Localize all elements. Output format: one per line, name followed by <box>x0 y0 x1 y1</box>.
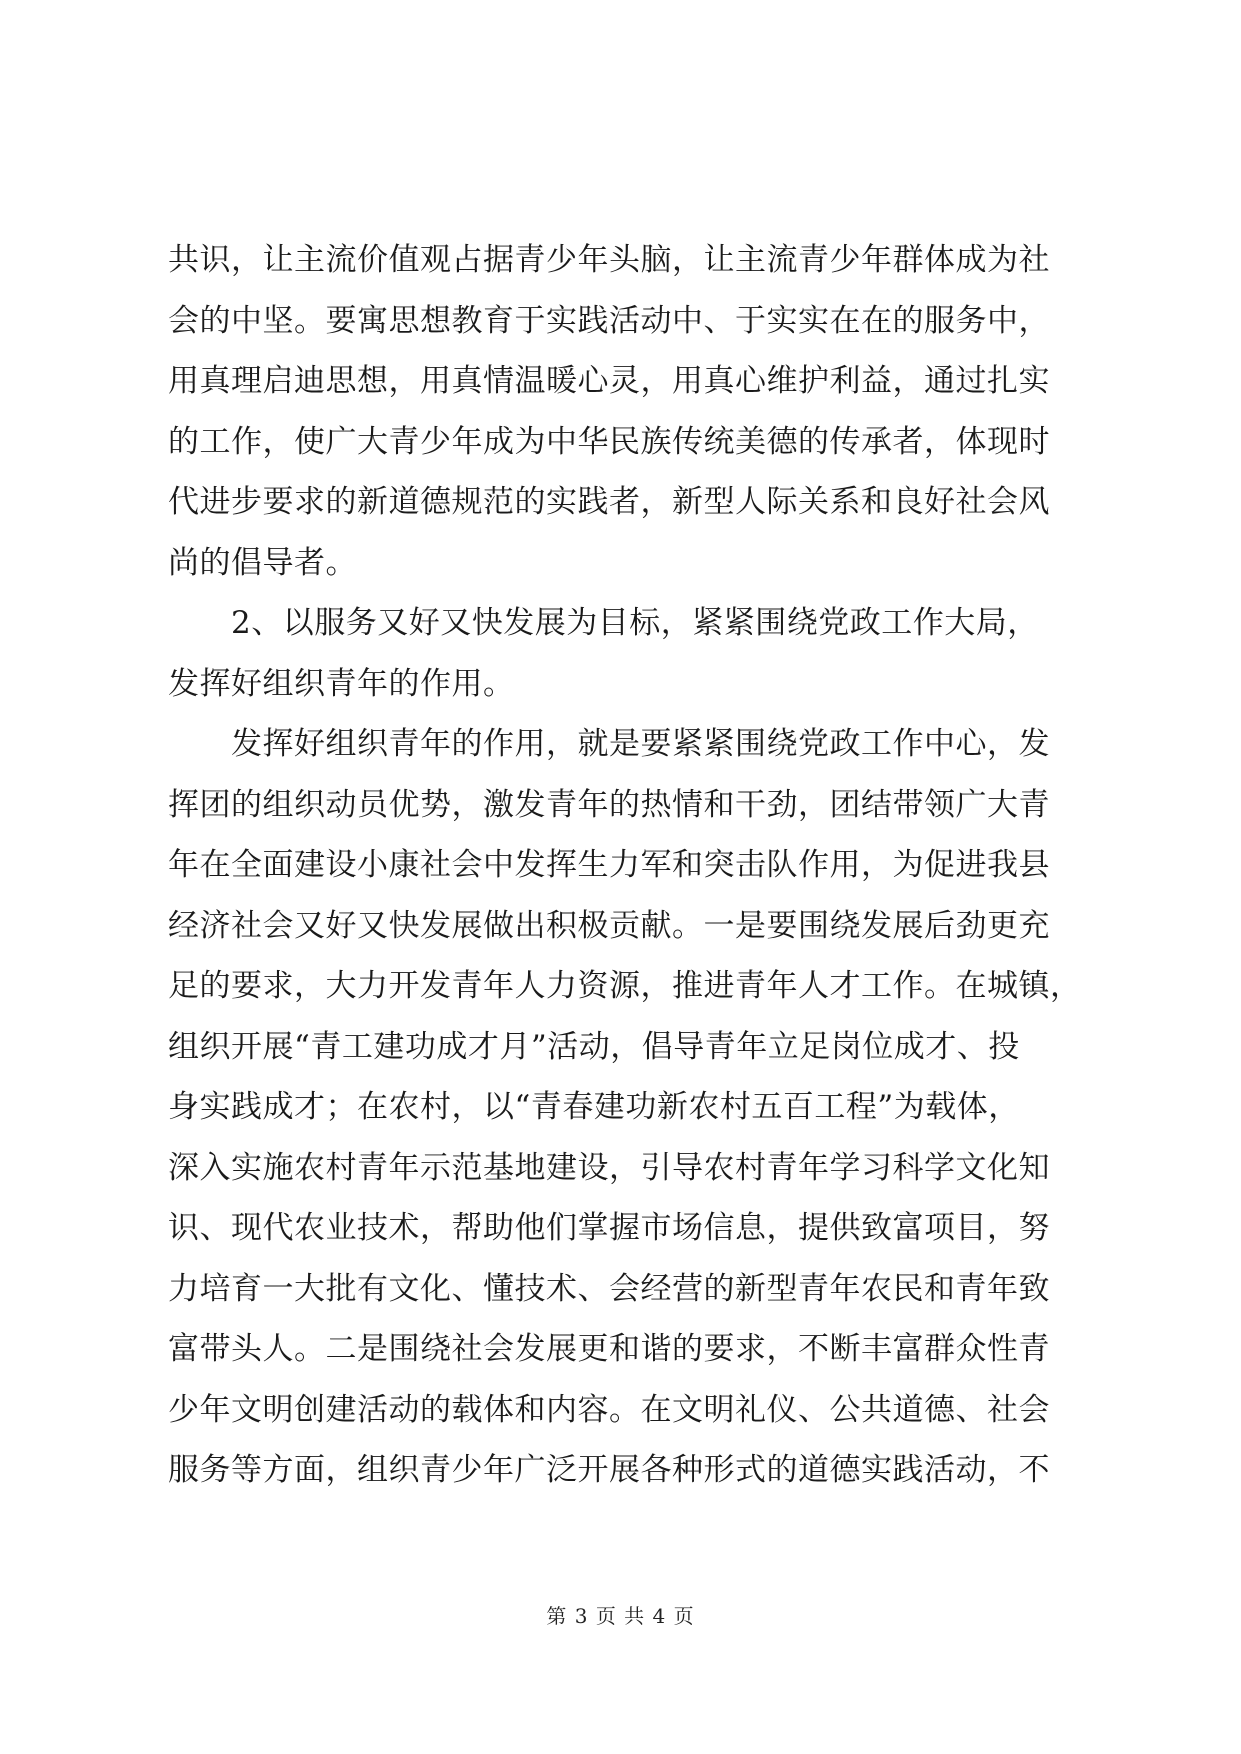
text-line-3: 用真理启迪思想，用真情温暖心灵，用真心维护利益，通过扎实 <box>168 363 1050 399</box>
text-line-16: 深入实施农村青年示范基地建设，引导农村青年学习科学文化知 <box>168 1149 1050 1186</box>
section-heading-line-1: 2、以服务又好又快发展为目标，紧紧围绕党政工作大局， <box>168 605 1039 641</box>
text-line-6: 尚的倡导者。 <box>168 544 357 581</box>
text-line-13: 足的要求，大力开发青年人力资源，推进青年人才工作。在城镇， <box>168 968 1082 1004</box>
page-number-footer: 第 3 页 共 4 页 <box>546 1604 695 1628</box>
section-heading-line-2: 发挥好组织青年的作用。 <box>168 665 515 702</box>
document-body <box>168 230 1088 1501</box>
text-line-17: 识、现代农业技术，帮助他们掌握市场信息，提供致富项目，努 <box>168 1210 1050 1246</box>
text-line-10: 挥团的组织动员优势，激发青年的热情和干劲，团结带领广大青 <box>168 786 1050 823</box>
text-line-15: 身实践成才；在农村，以“青春建功新农村五百工程”为载体， <box>168 1089 1020 1125</box>
text-line-4: 的工作，使广大青少年成为中华民族传统美德的传承者，体现时 <box>168 423 1050 460</box>
text-line-14: 组织开展“青工建功成才月”活动，倡导青年立足岗位成才、投 <box>168 1028 1020 1065</box>
text-line-20: 少年文明创建活动的载体和内容。在文明礼仪、公共道德、社会 <box>168 1391 1050 1428</box>
text-line-18: 力培育一大批有文化、懂技术、会经营的新型青年农民和青年致 <box>168 1270 1050 1307</box>
text-line-1: 共识，让主流价值观占据青少年头脑，让主流青少年群体成为社 <box>168 242 1050 278</box>
text-line-9: 发挥好组织青年的作用，就是要紧紧围绕党政工作中心，发 <box>168 726 1050 762</box>
text-line-19: 富带头人。二是围绕社会发展更和谐的要求，不断丰富群众性青 <box>168 1331 1050 1367</box>
text-line-5: 代进步要求的新道德规范的实践者，新型人际关系和良好社会风 <box>168 484 1050 520</box>
text-line-21: 服务等方面，组织青少年广泛开展各种形式的道德实践活动，不 <box>168 1452 1050 1488</box>
text-line-2: 会的中坚。要寓思想教育于实践活动中、于实实在在的服务中， <box>168 302 1050 339</box>
text-line-11: 年在全面建设小康社会中发挥生力军和突击队作用，为促进我县 <box>168 847 1050 883</box>
text-line-12: 经济社会又好又快发展做出积极贡献。一是要围绕发展后劲更充 <box>168 907 1050 944</box>
